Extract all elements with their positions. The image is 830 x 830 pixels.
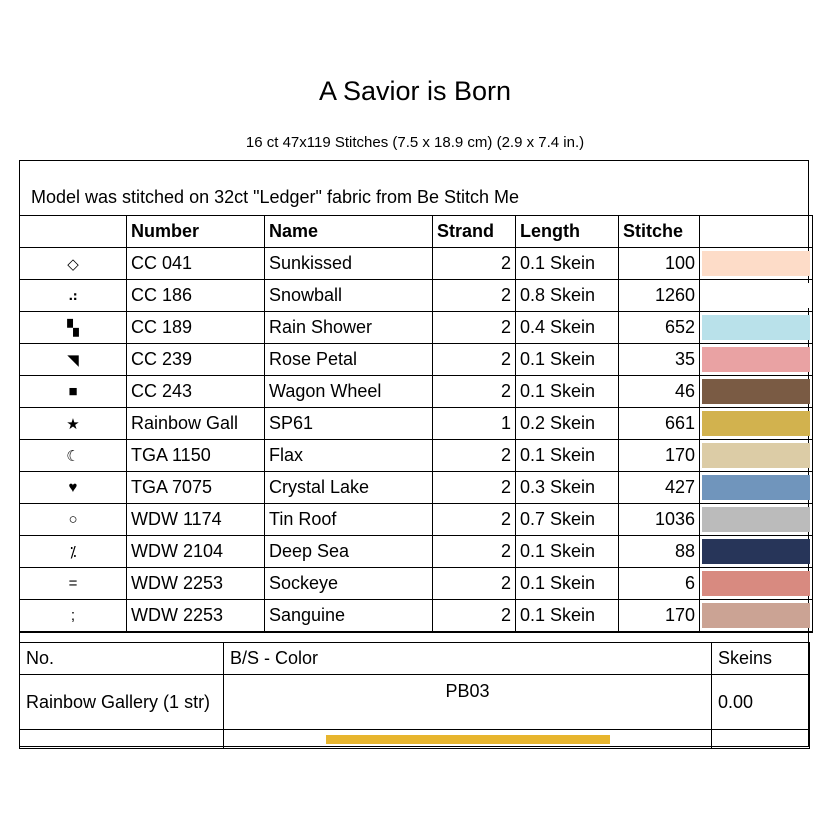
floss-stitches: 100 bbox=[619, 248, 700, 280]
floss-stitches: 170 bbox=[619, 600, 700, 632]
floss-length: 0.3 Skein bbox=[516, 472, 619, 504]
ring-icon: ○ bbox=[20, 504, 127, 536]
floss-swatch-cell bbox=[700, 408, 813, 440]
floss-name: SP61 bbox=[265, 408, 433, 440]
floss-swatch-cell bbox=[700, 248, 813, 280]
backstitch-color-code: PB03 bbox=[224, 675, 712, 730]
backstitch-header-row bbox=[20, 643, 810, 675]
floss-length: 0.4 Skein bbox=[516, 312, 619, 344]
backstitch-row bbox=[20, 675, 810, 730]
floss-row bbox=[20, 344, 813, 376]
floss-row bbox=[20, 536, 813, 568]
floss-length: 0.1 Skein bbox=[516, 536, 619, 568]
floss-strand: 2 bbox=[433, 568, 516, 600]
header-swatch bbox=[700, 216, 813, 248]
floss-name: Sunkissed bbox=[265, 248, 433, 280]
floss-strand: 2 bbox=[433, 344, 516, 376]
backstitch-line-row bbox=[20, 730, 810, 749]
filled-square-icon: ■ bbox=[20, 376, 127, 408]
floss-stitches: 46 bbox=[619, 376, 700, 408]
floss-stitches: 6 bbox=[619, 568, 700, 600]
backstitch-line-empty bbox=[20, 730, 224, 749]
floss-stitches: 652 bbox=[619, 312, 700, 344]
backstitch-header-skeins: Skeins bbox=[712, 643, 810, 675]
floss-row bbox=[20, 248, 813, 280]
floss-number: CC 041 bbox=[127, 248, 265, 280]
floss-row bbox=[20, 568, 813, 600]
floss-stitches: 661 bbox=[619, 408, 700, 440]
floss-stitches: 1260 bbox=[619, 280, 700, 312]
color-swatch bbox=[702, 539, 810, 564]
header-stitches: Stitche bbox=[619, 216, 700, 248]
color-swatch bbox=[702, 347, 810, 372]
floss-number: CC 186 bbox=[127, 280, 265, 312]
floss-strand: 2 bbox=[433, 312, 516, 344]
floss-swatch-cell bbox=[700, 504, 813, 536]
floss-number: Rainbow Gall bbox=[127, 408, 265, 440]
floss-row bbox=[20, 376, 813, 408]
floss-name: Rose Petal bbox=[265, 344, 433, 376]
percent-slash-icon: ⁒ bbox=[20, 536, 127, 568]
floss-row bbox=[20, 600, 813, 632]
floss-name: Rain Shower bbox=[265, 312, 433, 344]
floss-row bbox=[20, 504, 813, 536]
floss-name: Snowball bbox=[265, 280, 433, 312]
floss-number: WDW 1174 bbox=[127, 504, 265, 536]
color-swatch bbox=[702, 475, 810, 500]
floss-strand: 2 bbox=[433, 472, 516, 504]
floss-stitches: 88 bbox=[619, 536, 700, 568]
floss-strand: 2 bbox=[433, 504, 516, 536]
color-swatch bbox=[702, 603, 810, 628]
floss-number: WDW 2104 bbox=[127, 536, 265, 568]
color-swatch bbox=[702, 251, 810, 276]
floss-row bbox=[20, 408, 813, 440]
color-swatch bbox=[702, 315, 810, 340]
floss-swatch-cell bbox=[700, 600, 813, 632]
floss-strand: 2 bbox=[433, 440, 516, 472]
floss-length: 0.1 Skein bbox=[516, 248, 619, 280]
checker-squares-icon: ▚ bbox=[20, 312, 127, 344]
floss-stitches: 170 bbox=[619, 440, 700, 472]
floss-number: WDW 2253 bbox=[127, 600, 265, 632]
floss-number: TGA 7075 bbox=[127, 472, 265, 504]
corner-block-icon: ◥ bbox=[20, 344, 127, 376]
floss-name: Sockeye bbox=[265, 568, 433, 600]
floss-header-row bbox=[20, 216, 813, 248]
floss-length: 0.1 Skein bbox=[516, 568, 619, 600]
color-swatch bbox=[702, 283, 810, 308]
semicolon-icon: ; bbox=[20, 600, 127, 632]
floss-strand: 2 bbox=[433, 600, 516, 632]
floss-length: 0.7 Skein bbox=[516, 504, 619, 536]
floss-number: CC 243 bbox=[127, 376, 265, 408]
backstitch-header-no: No. bbox=[20, 643, 224, 675]
color-swatch bbox=[702, 443, 810, 468]
heart-icon: ♥ bbox=[20, 472, 127, 504]
floss-number: CC 239 bbox=[127, 344, 265, 376]
floss-strand: 2 bbox=[433, 536, 516, 568]
diamond-outline-icon: ◇ bbox=[20, 248, 127, 280]
double-bar-icon: = bbox=[20, 568, 127, 600]
floss-strand: 2 bbox=[433, 248, 516, 280]
backstitch-header-color: B/S - Color bbox=[224, 643, 712, 675]
chart-title: A Savior is Born bbox=[318, 76, 512, 106]
chart-subtitle: 16 ct 47x119 Stitches (7.5 x 18.9 cm) (2.9 x 7.4 in.) bbox=[245, 134, 585, 151]
crescent-moon-icon: ☾ bbox=[20, 440, 127, 472]
floss-stitches: 35 bbox=[619, 344, 700, 376]
floss-length: 0.1 Skein bbox=[516, 440, 619, 472]
floss-strand: 1 bbox=[433, 408, 516, 440]
backstitch-line-empty-right bbox=[712, 730, 810, 749]
floss-swatch-cell bbox=[700, 312, 813, 344]
floss-strand: 2 bbox=[433, 280, 516, 312]
backstitch-line-cell bbox=[224, 730, 712, 749]
floss-swatch-cell bbox=[700, 344, 813, 376]
floss-number: WDW 2253 bbox=[127, 568, 265, 600]
floss-row bbox=[20, 472, 813, 504]
header-name: Name bbox=[265, 216, 433, 248]
header-number: Number bbox=[127, 216, 265, 248]
floss-length: 0.1 Skein bbox=[516, 600, 619, 632]
floss-row bbox=[20, 312, 813, 344]
floss-number: CC 189 bbox=[127, 312, 265, 344]
floss-length: 0.8 Skein bbox=[516, 280, 619, 312]
backstitch-table bbox=[19, 642, 810, 749]
floss-stitches: 1036 bbox=[619, 504, 700, 536]
floss-swatch-cell bbox=[700, 536, 813, 568]
floss-number: TGA 1150 bbox=[127, 440, 265, 472]
model-note: Model was stitched on 32ct "Ledger" fabric from Be Stitch Me bbox=[31, 187, 520, 207]
star-icon: ★ bbox=[20, 408, 127, 440]
floss-length: 0.1 Skein bbox=[516, 344, 619, 376]
floss-name: Flax bbox=[265, 440, 433, 472]
floss-swatch-cell bbox=[700, 472, 813, 504]
floss-name: Deep Sea bbox=[265, 536, 433, 568]
header-strand: Strand bbox=[433, 216, 516, 248]
floss-table bbox=[19, 215, 813, 633]
floss-row bbox=[20, 280, 813, 312]
floss-stitches: 427 bbox=[619, 472, 700, 504]
color-swatch bbox=[702, 507, 810, 532]
floss-swatch-cell bbox=[700, 280, 813, 312]
backstitch-skeins: 0.00 bbox=[712, 675, 810, 730]
floss-name: Tin Roof bbox=[265, 504, 433, 536]
color-swatch bbox=[702, 411, 810, 436]
diagonal-dots-icon: ⠴ bbox=[20, 280, 127, 312]
floss-length: 0.2 Skein bbox=[516, 408, 619, 440]
color-swatch bbox=[702, 379, 810, 404]
floss-name: Sanguine bbox=[265, 600, 433, 632]
floss-strand: 2 bbox=[433, 376, 516, 408]
floss-row bbox=[20, 440, 813, 472]
backstitch-line-sample bbox=[326, 735, 610, 744]
header-symbol bbox=[20, 216, 127, 248]
backstitch-thread-name: Rainbow Gallery (1 str) bbox=[20, 675, 224, 730]
floss-length: 0.1 Skein bbox=[516, 376, 619, 408]
floss-name: Wagon Wheel bbox=[265, 376, 433, 408]
floss-swatch-cell bbox=[700, 568, 813, 600]
floss-name: Crystal Lake bbox=[265, 472, 433, 504]
color-swatch bbox=[702, 571, 810, 596]
floss-swatch-cell bbox=[700, 440, 813, 472]
header-length: Length bbox=[516, 216, 619, 248]
floss-swatch-cell bbox=[700, 376, 813, 408]
